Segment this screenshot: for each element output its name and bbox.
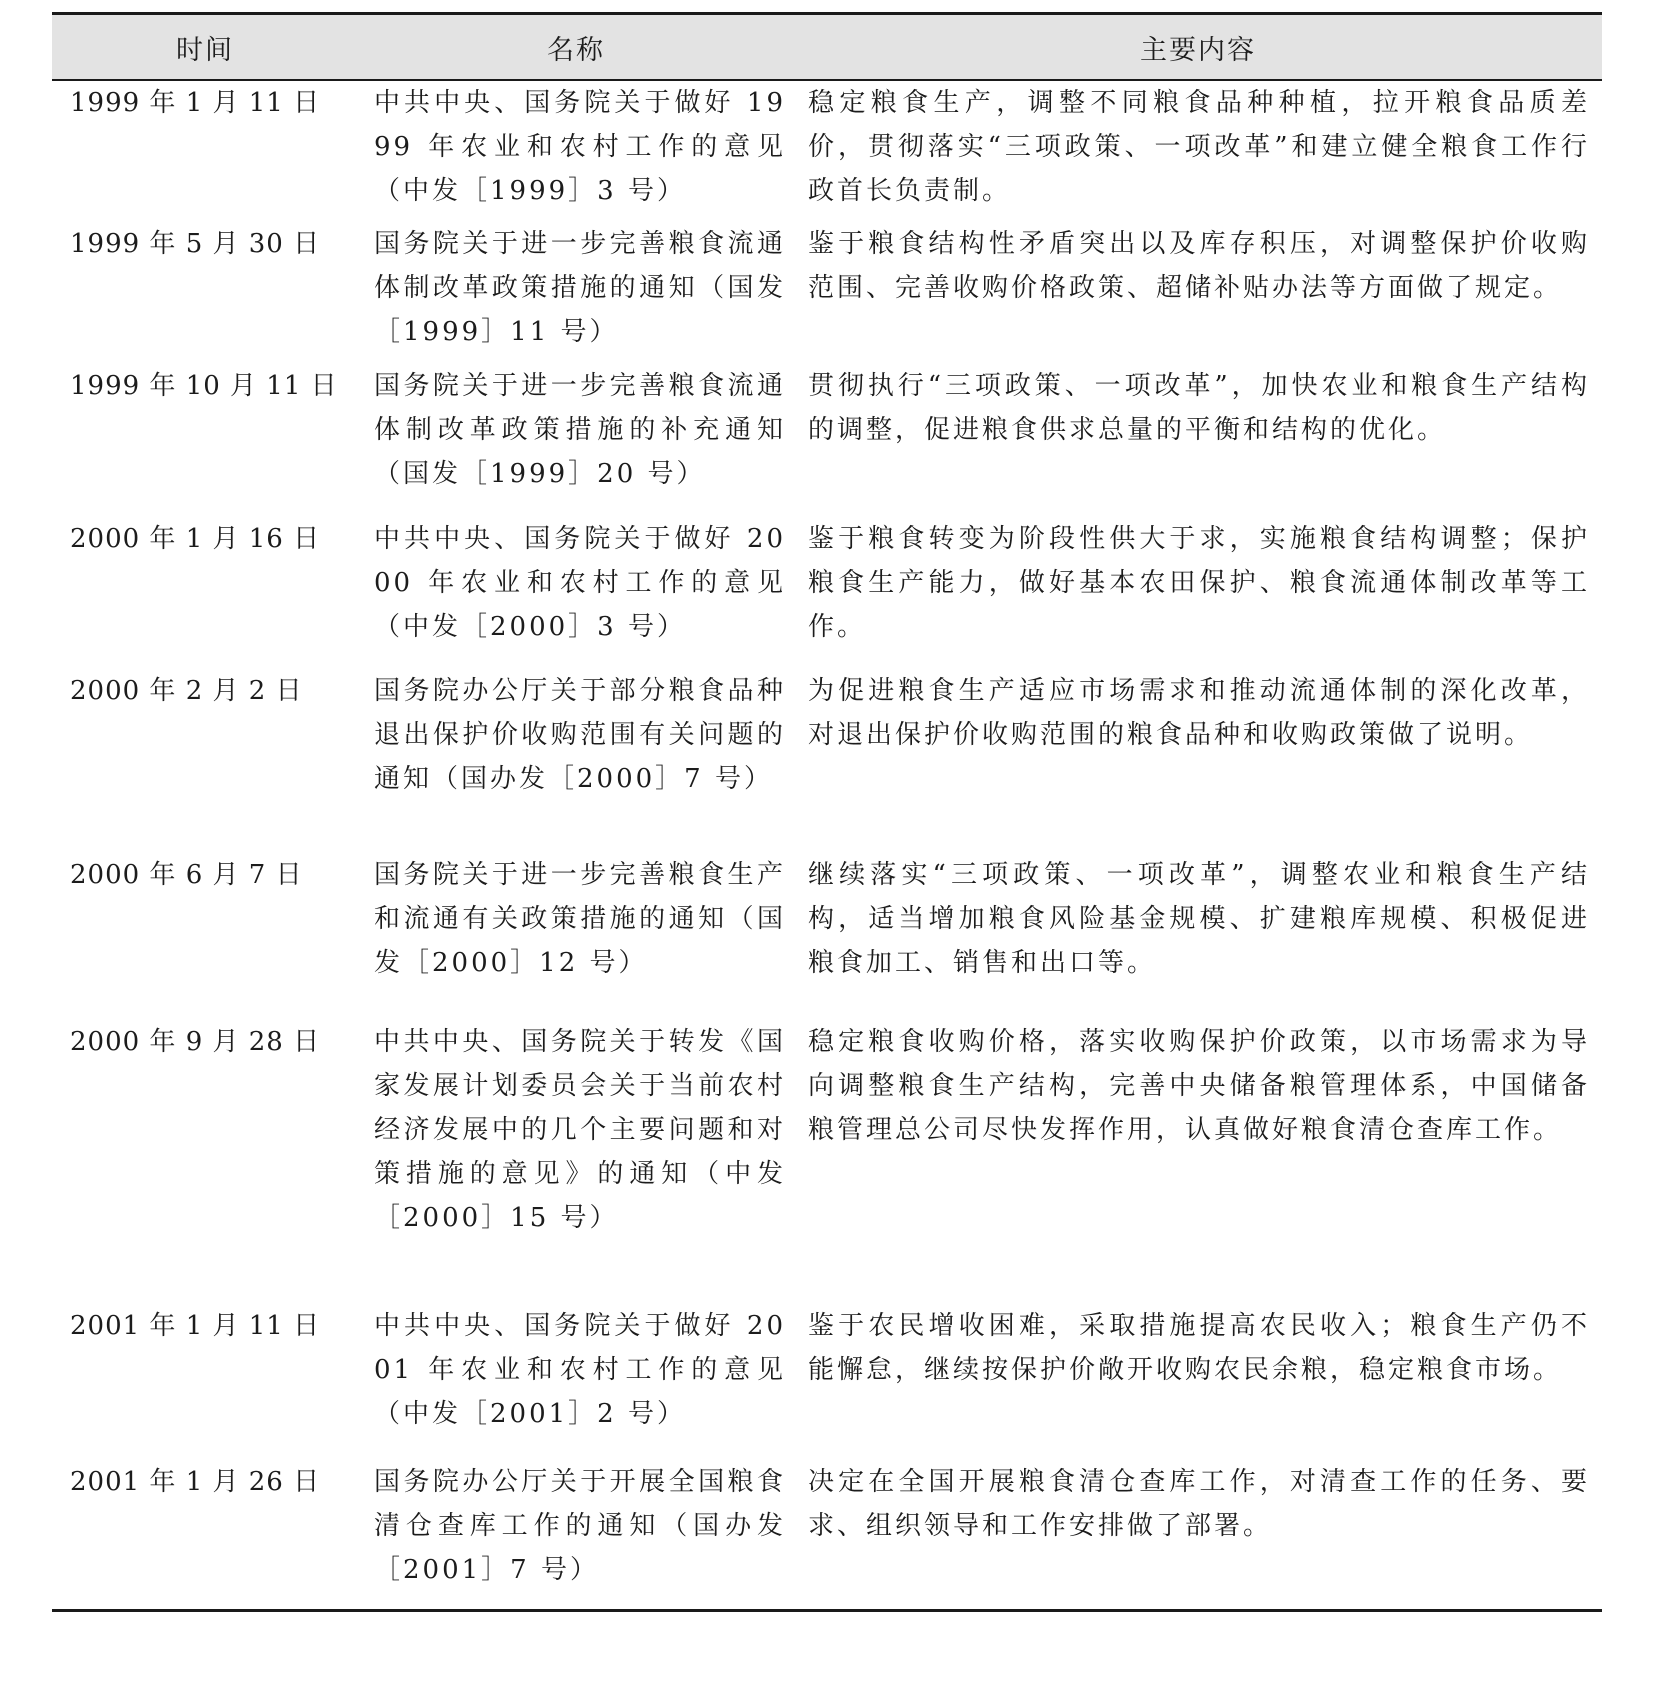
header-content: 主要内容 [794,14,1602,81]
cell-content: 决定在全国开展粮食清仓查库工作，对清查工作的任务、要求、组织领导和工作安排做了部署。 [808,1467,1590,1541]
cell-content: 稳定粮食生产，调整不同粮食品种种植，拉开粮食品质差价，贯彻落实“三项政策、一项改革”和建立健全粮食工作行政首长负责制。 [808,88,1590,206]
cell-content: 鉴于粮食结构性矛盾突出以及库存积压，对调整保护价收购范围、完善收购价格政策、超储补贴办法等方面做了规定。 [808,229,1590,303]
cell-name: 国务院办公厅关于开展全国粮食清仓查库工作的通知（国办发［2001］7 号） [374,1467,786,1585]
table-row [52,669,1602,853]
cell-time: 2000 年 6 月 7 日 [70,860,303,890]
table-row [52,1020,1602,1304]
cell-content: 为促进粮食生产适应市场需求和推动流通体制的深化改革，对退出保护价收购范围的粮食品种和收购政策做了说明。 [808,676,1590,750]
table-row [52,853,1602,1020]
cell-content: 稳定粮食收购价格，落实收购保护价政策，以市场需求为导向调整粮食生产结构，完善中央储备粮管理体系，中国储备粮管理总公司尽快发挥作用，认真做好粮食清仓查库工作。 [808,1027,1590,1145]
policy-table [52,12,1602,1612]
table-row [52,1304,1602,1460]
cell-name: 国务院关于进一步完善粮食流通体制改革政策措施的补充通知（国发［1999］20 号） [374,371,786,489]
cell-content: 继续落实“三项政策、一项改革”，调整农业和粮食生产结构，适当增加粮食风险基金规模、扩建粮库规模、积极促进粮食加工、销售和出口等。 [808,860,1590,978]
header-name: 名称 [358,14,794,81]
table-row [52,222,1602,364]
header-time: 时间 [52,14,358,81]
cell-name: 中共中央、国务院关于转发《国家发展计划委员会关于当前农村经济发展中的几个主要问题和对策措施的意见》的通知（中发［2000］15 号） [374,1027,786,1233]
cell-time: 1999 年 1 月 11 日 [70,88,321,118]
cell-time: 2000 年 9 月 28 日 [70,1027,321,1057]
table-row [52,80,1602,222]
table-row [52,1460,1602,1610]
cell-name: 国务院关于进一步完善粮食流通体制改革政策措施的通知（国发［1999］11 号） [374,229,786,347]
cell-name: 中共中央、国务院关于做好 1999 年农业和农村工作的意见（中发［1999］3 号） [374,88,786,206]
cell-time: 2000 年 2 月 2 日 [70,676,303,706]
cell-name: 国务院关于进一步完善粮食生产和流通有关政策措施的通知（国发［2000］12 号） [374,860,786,978]
cell-time: 1999 年 10 月 11 日 [70,371,338,401]
cell-time: 1999 年 5 月 30 日 [70,229,321,259]
table-row [52,517,1602,669]
cell-name: 中共中央、国务院关于做好 2001 年农业和农村工作的意见（中发［2001］2 号） [374,1311,786,1429]
cell-content: 贯彻执行“三项政策、一项改革”，加快农业和粮食生产结构的调整，促进粮食供求总量的平衡和结构的优化。 [808,371,1590,445]
table-row [52,364,1602,517]
table-header [52,14,1602,81]
cell-time: 2001 年 1 月 11 日 [70,1311,321,1341]
cell-name: 国务院办公厅关于部分粮食品种退出保护价收购范围有关问题的通知（国办发［2000］7 号） [374,676,786,794]
cell-name: 中共中央、国务院关于做好 2000 年农业和农村工作的意见（中发［2000］3 号） [374,524,786,642]
cell-time: 2000 年 1 月 16 日 [70,524,321,554]
cell-time: 2001 年 1 月 26 日 [70,1467,321,1497]
cell-content: 鉴于粮食转变为阶段性供大于求，实施粮食结构调整；保护粮食生产能力，做好基本农田保护、粮食流通体制改革等工作。 [808,524,1590,642]
header-row [52,14,1602,81]
cell-content: 鉴于农民增收困难，采取措施提高农民收入；粮食生产仍不能懈怠，继续按保护价敞开收购农民余粮，稳定粮食市场。 [808,1311,1590,1385]
table-body [52,80,1602,1610]
